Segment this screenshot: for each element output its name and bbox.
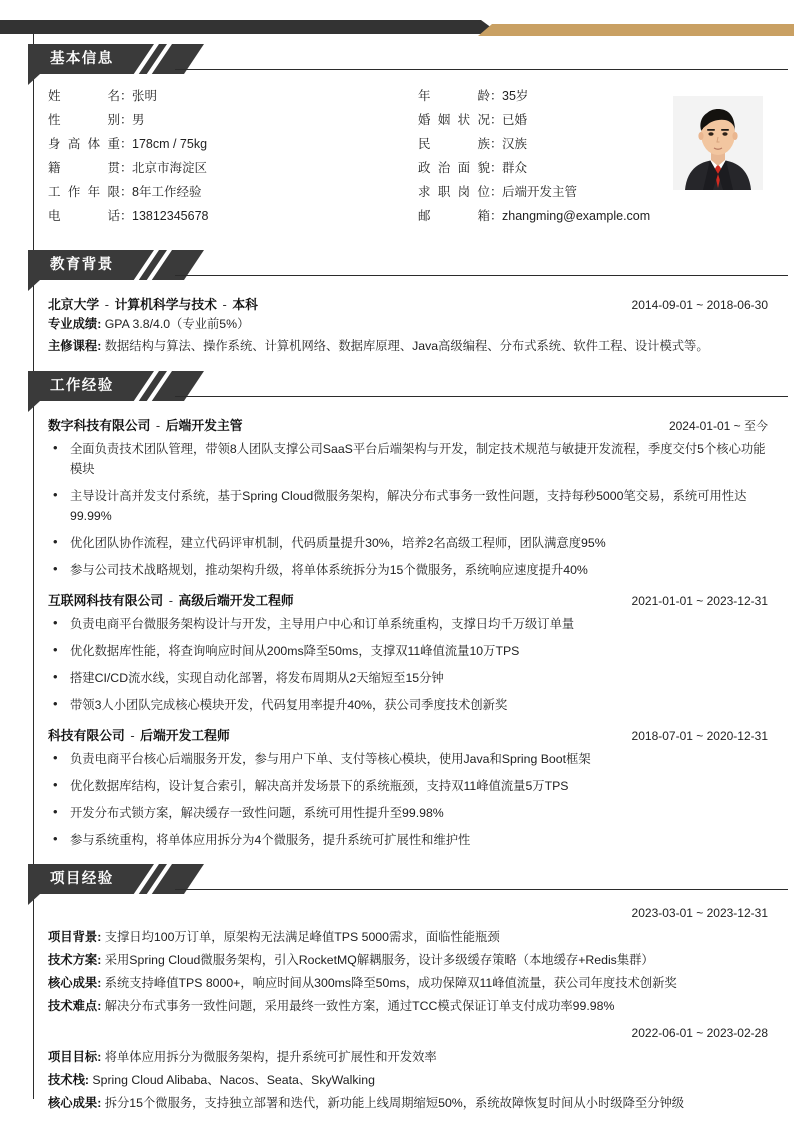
info-colon: ： [490,185,503,199]
title-separator: - [218,297,231,312]
work-bullet-item: • 优化数据库结构，设计复合索引，解决高并发场景下的系统瓶颈，支持双11峰值流量5万TPS [48,776,768,796]
education-detail-line: 专业成绩: GPA 3.8/4.0（专业前5%） [48,317,250,331]
work-bullet-list [48,439,768,580]
info-row [48,134,208,158]
work-bullet-item: • 优化团队协作流程，建立代码评审机制，代码质量提升30%，培养2名高级工程师，团队满意度95% [48,533,768,553]
project-detail-line: 核心成果: 拆分15个微服务，支持独立部署和迭代，新功能上线周期缩短50%，系统故障恢复时间从小时级降至分钟级 [48,1096,685,1110]
basic-info-body [48,86,794,236]
banner-dark-stripe [0,20,500,34]
info-row [48,158,208,182]
section-work [0,371,794,850]
info-value: 男 [132,113,145,127]
title-separator: - [152,418,164,433]
basic-info-right-column [418,86,650,230]
info-value: 张明 [132,89,158,103]
info-label: 年龄 [418,89,490,103]
info-row [48,182,208,206]
work-bullet-item: • 参与公司技术战略规划，推动架构升级，将单体系统拆分为15个微服务，系统响应速度提升40% [48,560,768,580]
project-body [48,906,794,1115]
project-entry [48,1026,768,1115]
work-bullet-list [48,749,768,850]
info-label: 民族 [418,137,490,151]
info-label: 电话 [48,209,120,223]
info-value: 35岁 [502,89,529,103]
title-separator: - [165,593,177,608]
work-date: 2024-01-01 ~ 至今 [668,419,768,433]
info-colon: ： [490,89,503,103]
info-colon: ： [490,209,503,223]
section-title-work: 工作经验 [50,378,114,394]
section-tab-tail [28,894,40,905]
info-colon: ： [490,137,503,151]
work-date: 2021-01-01 ~ 2023-12-31 [631,594,768,608]
work-bullet-item: • 全面负责技术团队管理，带领8人团队支撑公司SaaS平台后端架构与开发，制定技术规范与敏捷开发流程，季度交付5个核心功能模块 [48,439,768,479]
section-title-basic: 基本信息 [50,51,114,67]
work-entry-header [48,590,768,609]
project-detail-line: 项目背景: 支撑日均100万订单，原架构无法满足峰值TPS 5000需求，面临性能瓶颈 [48,930,500,944]
work-date: 2018-07-01 ~ 2020-12-31 [631,729,768,743]
info-label: 籍贯 [48,161,120,175]
info-row [418,182,650,206]
project-detail-line: 技术方案: 采用Spring Cloud微服务架构，引入RocketMQ解耦服务，设计多级缓存策略（本地缓存+Redis集群） [48,953,654,967]
info-row [48,206,208,230]
info-value: 13812345678 [132,209,209,223]
education-entry [48,294,768,357]
info-value: 已婚 [502,113,528,127]
work-entry [48,725,768,850]
project-detail-line: 技术难点: 解决分布式事务一致性问题，采用最终一致性方案，通过TCC模式保证订单支付成功率99.98% [48,999,615,1013]
project-date: 2023-03-01 ~ 2023-12-31 [631,906,768,920]
work-entry [48,590,768,715]
project-detail-line: 核心成果: 系统支持峰值TPS 8000+，响应时间从300ms降至50ms，成功保障双11峰值流量，获公司年度技术创新奖 [48,976,677,990]
section-education [0,250,794,357]
info-colon: ： [490,161,503,175]
education-body [48,294,794,357]
work-bullet-item: • 主导设计高并发支付系统，基于Spring Cloud微服务架构，解决分布式事务一致性问题，支持每秒5000笔交易，系统可用性达99.99% [48,486,768,526]
info-colon: ： [120,185,133,199]
info-row [48,86,208,110]
work-entry [48,415,768,580]
section-rule [175,275,788,276]
education-detail-line: 主修课程: 数据结构与算法、操作系统、计算机网络、数据库原理、Java高级编程、分布式系统、软件工程、设计模式等。 [48,339,709,353]
info-label: 政治面貌 [418,161,490,175]
basic-info-grid [48,86,768,236]
section-title-project: 项目经验 [50,871,114,887]
section-tab-tail [28,74,40,85]
info-value: 8年工作经验 [132,185,202,199]
work-bullet-list [48,614,768,715]
section-header-work [28,371,794,405]
work-title: 数字科技有限公司 - 后端开发主管 [48,418,243,433]
project-detail-line: 技术栈: Spring Cloud Alibaba、Nacos、Seata、SkyWalking [48,1073,375,1087]
section-tab-tail [28,280,40,291]
work-bullet-item: • 参与系统重构，将单体应用拆分为4个微服务，提升系统可扩展性和维护性 [48,830,768,850]
section-title-education: 教育背景 [50,257,114,273]
work-entry-header [48,725,768,744]
work-bullet-item: • 搭建CI/CD流水线，实现自动化部署，将发布周期从2天缩短至15分钟 [48,668,768,688]
work-title: 科技有限公司 - 后端开发工程师 [48,728,230,743]
info-label: 婚姻状况 [418,113,490,127]
title-separator: - [101,297,113,312]
info-colon: ： [120,161,133,175]
info-label: 工作年限 [48,185,120,199]
work-title: 互联网科技有限公司 - 高级后端开发工程师 [48,593,294,608]
info-value: 178cm / 75kg [132,137,208,151]
info-row [418,206,650,230]
info-label: 姓名 [48,89,120,103]
work-bullet-item: • 负责电商平台微服务架构设计与开发，主导用户中心和订单系统重构，支撑日均千万级订单量 [48,614,768,634]
work-bullet-item: • 带领3人小团队完成核心模块开发，代码复用率提升40%，获公司季度技术创新奖 [48,695,768,715]
project-entry [48,906,768,1018]
info-label: 身高体重 [48,137,120,151]
work-bullet-item: • 负责电商平台核心后端服务开发，参与用户下单、支付等核心模块，使用Java和Spring Boot框架 [48,749,768,769]
section-rule [175,396,788,397]
work-body [48,415,794,850]
info-colon: ： [120,137,133,151]
work-bullet-item: • 开发分布式锁方案，解决缓存一致性问题，系统可用性提升至99.98% [48,803,768,823]
title-separator: - [126,728,139,743]
work-bullet-item: • 优化数据库性能，将查询响应时间从200ms降至50ms，支撑双11峰值流量10万TPS [48,641,768,661]
work-entry-header [48,415,768,434]
banner-gold-stripe [478,24,794,36]
project-date: 2022-06-01 ~ 2023-02-28 [631,1026,768,1040]
info-colon: ： [490,113,503,127]
top-banner [0,0,794,44]
info-row [418,110,650,134]
info-label: 求职岗位 [418,185,490,199]
basic-info-left-column [48,86,208,230]
section-rule [175,889,788,890]
info-value: 后端开发主管 [502,185,578,199]
info-row [418,86,650,110]
info-row [48,110,208,134]
info-row [418,158,650,182]
avatar-photo [673,96,763,190]
info-value: 北京市海淀区 [132,161,208,175]
section-header-basic [28,44,794,78]
info-colon: ： [120,113,133,127]
section-project [0,864,794,1115]
education-title: 北京大学 - 计算机科学与技术 - 本科 [48,297,258,312]
section-basic-info [0,44,794,236]
section-tab-tail [28,401,40,412]
info-label: 性别 [48,113,120,127]
education-entry-header [48,294,768,313]
education-date: 2014-09-01 ~ 2018-06-30 [631,298,768,312]
info-value: 汉族 [502,137,528,151]
info-value: zhangming@example.com [502,209,651,223]
info-row [418,134,650,158]
project-detail-line: 项目目标: 将单体应用拆分为微服务架构，提升系统可扩展性和开发效率 [48,1050,437,1064]
section-header-project [28,864,794,898]
info-value: 群众 [502,161,528,175]
info-colon: ： [120,209,133,223]
section-header-education [28,250,794,284]
section-rule [175,69,788,70]
info-colon: ： [120,89,133,103]
info-label: 邮箱 [418,209,490,223]
